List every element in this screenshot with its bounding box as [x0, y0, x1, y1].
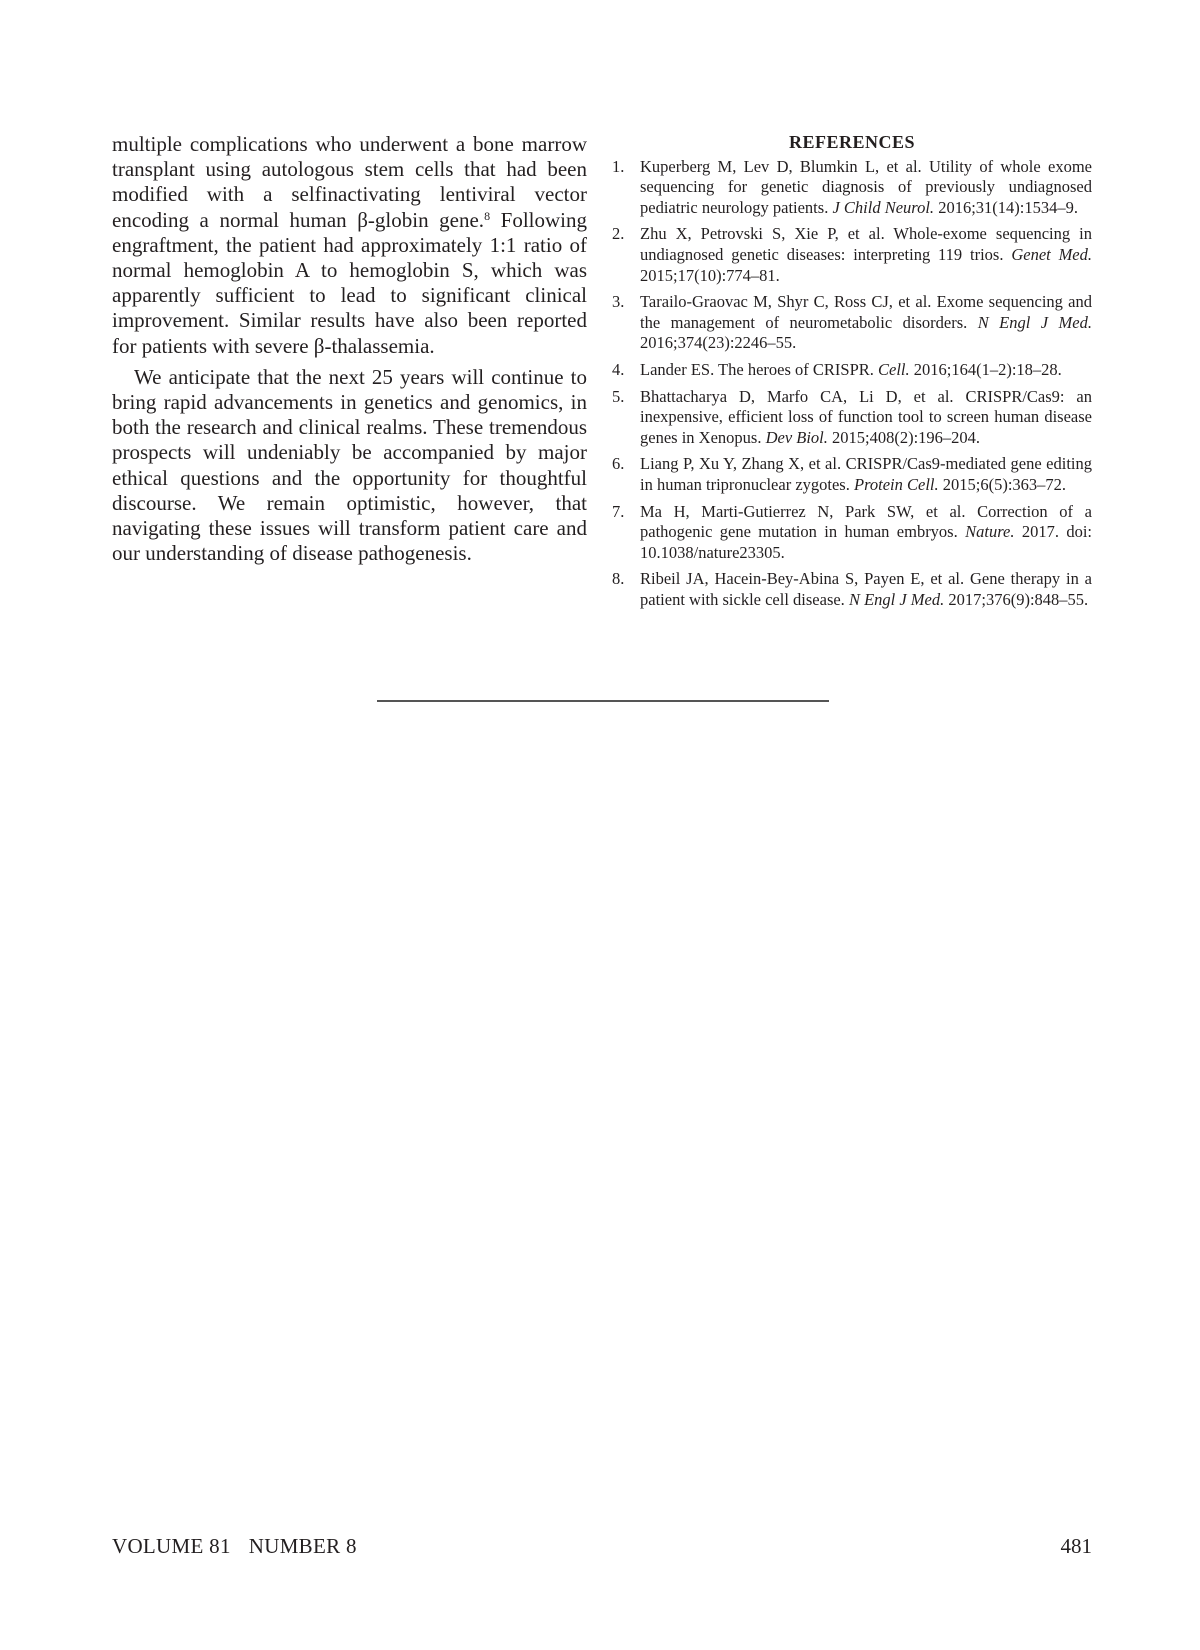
- reference-journal: Nature.: [965, 522, 1015, 542]
- reference-journal: N Engl J Med.: [977, 312, 1092, 332]
- reference-number: 5.: [612, 386, 625, 406]
- section-divider: [377, 700, 829, 702]
- reference-number: 1.: [612, 156, 625, 176]
- reference-journal: J Child Neurol.: [832, 197, 935, 217]
- reference-citation: 2016;164(1–2):18–28.: [909, 359, 1062, 379]
- reference-item: [612, 360, 1092, 381]
- reference-item: [612, 569, 1092, 610]
- reference-item: [612, 292, 1092, 354]
- body-paragraph-1: [112, 132, 587, 359]
- reference-citation: 2015;6(5):363–72.: [938, 474, 1067, 494]
- footer-number: NUMBER 8: [248, 1534, 357, 1558]
- page-number: 481: [1060, 1534, 1092, 1558]
- reference-citation: 2017. doi: 10.1038/nature23305.: [640, 522, 1093, 562]
- reference-text: Zhu X, Petrovski S, Xie P, et al. Whole-exome sequencing in undiagnosed genetic diseases: interpreting 119 trios.: [640, 224, 1092, 264]
- reference-number: 6.: [612, 454, 625, 474]
- reference-item: [612, 224, 1092, 286]
- body-text-column: [112, 132, 587, 572]
- reference-item: [612, 502, 1092, 564]
- body-paragraph-2: We anticipate that the next 25 years will continue to bring rapid advancements in genetics and genomics, in both the research and clinical realms. These tremendous prospects will undeniably be accompanied by major ethical questions and the opportunity for thoughtful discourse. We remain optimistic, however, that navigating these issues will transform patient care and our understanding of disease pathogenesis.: [112, 364, 587, 566]
- reference-citation: 2016;31(14):1534–9.: [934, 197, 1078, 217]
- reference-number: 2.: [612, 224, 625, 244]
- reference-journal: Dev Biol.: [765, 427, 828, 447]
- reference-citation: 2015;17(10):774–81.: [640, 265, 780, 285]
- reference-number: 7.: [612, 501, 625, 521]
- reference-text: Liang P, Xu Y, Zhang X, et al. CRISPR/Cas9-mediated gene editing in human tripronuclear zygotes.: [640, 454, 1092, 494]
- reference-citation: 2016;374(23):2246–55.: [640, 333, 797, 353]
- reference-text: Kuperberg M, Lev D, Blumkin L, et al. Utility of whole exome sequencing for genetic diagnosis of previously undiagnosed pediatric neurology patients.: [640, 156, 1092, 217]
- reference-number: 4.: [612, 359, 625, 379]
- reference-text: Ribeil JA, Hacein-Bey-Abina S, Payen E, et al. Gene therapy in a patient with sickle cell disease.: [640, 569, 1092, 609]
- reference-journal: N Engl J Med.: [848, 589, 945, 609]
- reference-text: Lander ES. The heroes of CRISPR.: [640, 359, 879, 379]
- reference-number: 3.: [612, 292, 625, 312]
- reference-text: Tarailo-Graovac M, Shyr C, Ross CJ, et al. Exome sequencing and the management of neurometabolic disorders.: [640, 292, 1092, 332]
- footer-volume: VOLUME 81: [112, 1534, 231, 1558]
- reference-journal: Genet Med.: [1011, 244, 1093, 264]
- reference-item: [612, 454, 1092, 495]
- citation-superscript: 8: [484, 208, 491, 223]
- references-column: [612, 132, 1092, 616]
- reference-citation: 2015;408(2):196–204.: [827, 427, 981, 447]
- body-paragraph-1-text-a: multiple complications who underwent a bone marrow transplant using autologous stem cells that had been modified with a selfinactivating lentiviral vector encoding a normal human β-globin gene.: [112, 132, 587, 232]
- reference-item: [612, 157, 1092, 219]
- reference-journal: Protein Cell.: [853, 474, 939, 494]
- body-paragraph-1-text-b: Following engraftment, the patient had approximately 1:1 ratio of normal hemoglobin A to hemoglobin S, which was apparently sufficient to lead to significant clinical improvement. Similar results have also been reported for patients with severe β-thalassemia.: [112, 207, 587, 358]
- reference-text: Bhattacharya D, Marfo CA, Li D, et al. CRISPR/Cas9: an inexpensive, efficient loss of function tool to screen human disease genes in Xenopus.: [640, 386, 1092, 447]
- footer-issue-info: [112, 1534, 357, 1559]
- reference-number: 8.: [612, 569, 625, 589]
- reference-text: Ma H, Marti-Gutierrez N, Park SW, et al. Correction of a pathogenic gene mutation in human embryos.: [640, 501, 1092, 542]
- reference-journal: Cell.: [878, 359, 910, 379]
- reference-citation: 2017;376(9):848–55.: [944, 589, 1089, 609]
- reference-item: [612, 387, 1092, 449]
- references-heading: REFERENCES: [788, 132, 916, 152]
